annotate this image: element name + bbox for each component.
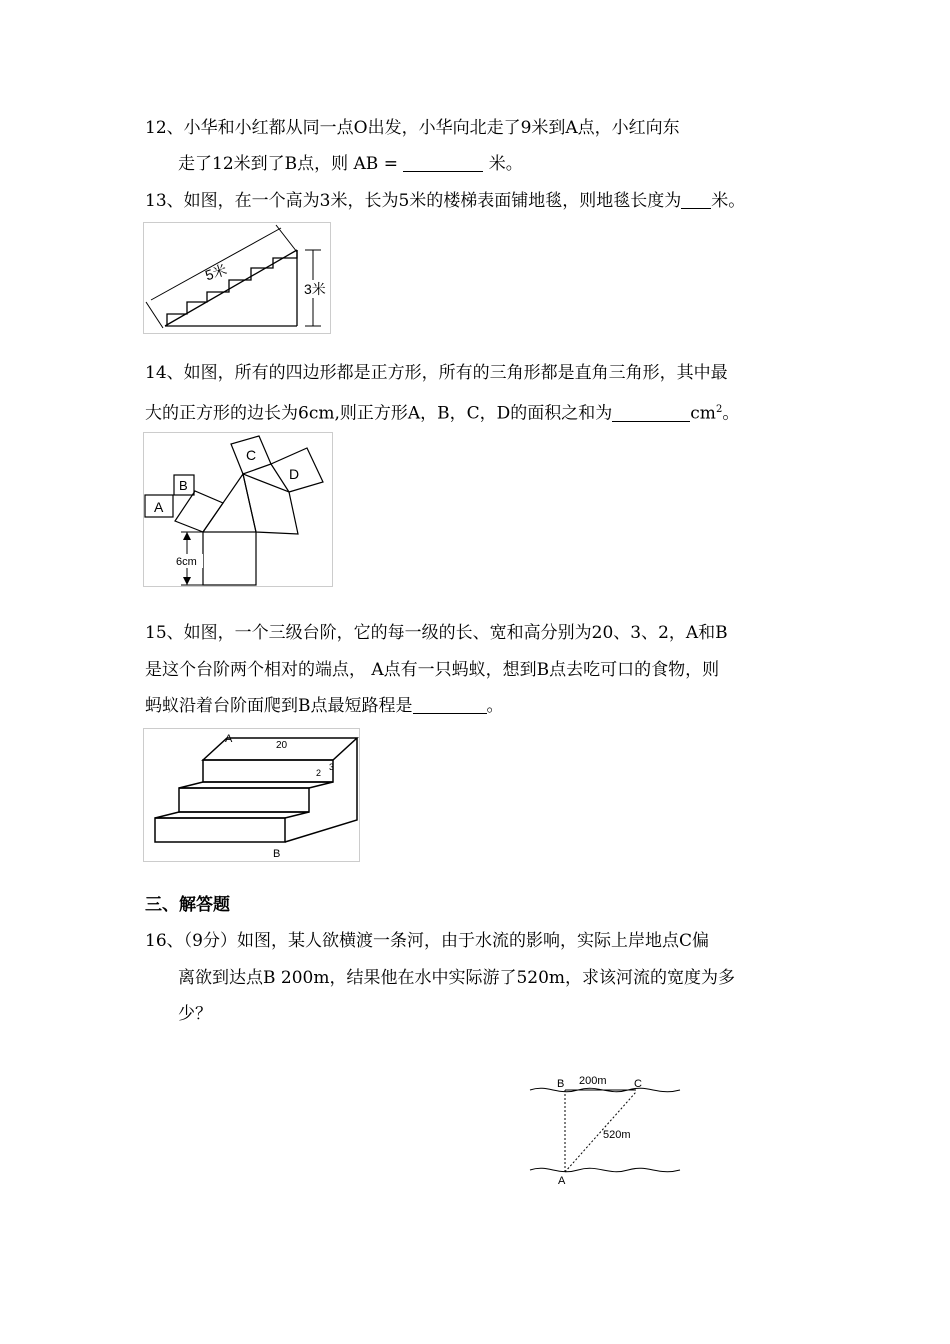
q15-label-w: 3: [329, 762, 335, 772]
q14-label-a: A: [154, 499, 164, 515]
q15-label-h: 2: [316, 768, 322, 778]
q14-label-c: C: [246, 447, 257, 463]
q16-label-ac: 520m: [603, 1129, 631, 1141]
q13-text: 13、如图，在一个高为3米，长为5米的楼梯表面铺地毯，则地毯长度为 米。: [145, 191, 746, 211]
q15-line2: 是这个台阶两个相对的端点， A点有一只蚂蚁，想到B点去吃可口的食物，则: [145, 660, 720, 680]
q16-label-bc: 200m: [579, 1075, 607, 1087]
q16-line1: 16、（9分）如图，某人欲横渡一条河，由于水流的影响，实际上岸地点C偏: [145, 931, 709, 951]
q13-length-label: 5米: [203, 261, 229, 284]
q12-line2: 走了12米到了B点，则 AB = 米。: [178, 154, 523, 174]
q14-label-d: D: [289, 466, 300, 482]
q16-label-c: C: [634, 1078, 642, 1090]
q14-side-label: 6cm: [176, 556, 197, 568]
q16-river-figure: [528, 1068, 688, 1188]
q15-label-b: B: [273, 848, 281, 860]
q14-line1: 14、如图，所有的四边形都是正方形，所有的三角形都是直角三角形，其中最: [145, 363, 728, 383]
q15-answer-blank[interactable]: [413, 695, 487, 714]
q16-line3: 少？: [178, 1004, 212, 1024]
section-heading: 三、解答题: [145, 895, 230, 915]
q13-staircase-figure: [143, 222, 331, 334]
q14-squares-figure: [143, 432, 333, 587]
q15-label-len: 20: [276, 740, 288, 751]
q15-line3: 蚂蚁沿着台阶面爬到B点最短路程是 。: [145, 696, 504, 716]
q12-line1: 12、小华和小红都从同一点O出发，小华向北走了9米到A点，小红向东: [145, 118, 680, 138]
q16-label-a: A: [558, 1175, 566, 1187]
q16-label-b: B: [557, 1078, 565, 1090]
q14-answer-blank[interactable]: [612, 403, 690, 422]
q15-label-a: A: [225, 733, 233, 745]
q13-answer-blank[interactable]: [681, 190, 711, 209]
q12-answer-blank[interactable]: [403, 153, 483, 172]
q13-height-label: 3米: [304, 281, 326, 297]
q16-line2: 离欲到达点B 200m，结果他在水中实际游了520m，求该河流的宽度为多: [178, 968, 736, 988]
q15-steps-figure: [143, 728, 360, 862]
q15-line1: 15、如图，一个三级台阶，它的每一级的长、宽和高分别为20、3、2，A和B: [145, 623, 728, 643]
q14-label-b: B: [179, 478, 188, 493]
q14-line2: 大的正方形的边长为6cm,则正方形A，B，C，D的面积之和为 $cm^2$。: [145, 403, 740, 424]
